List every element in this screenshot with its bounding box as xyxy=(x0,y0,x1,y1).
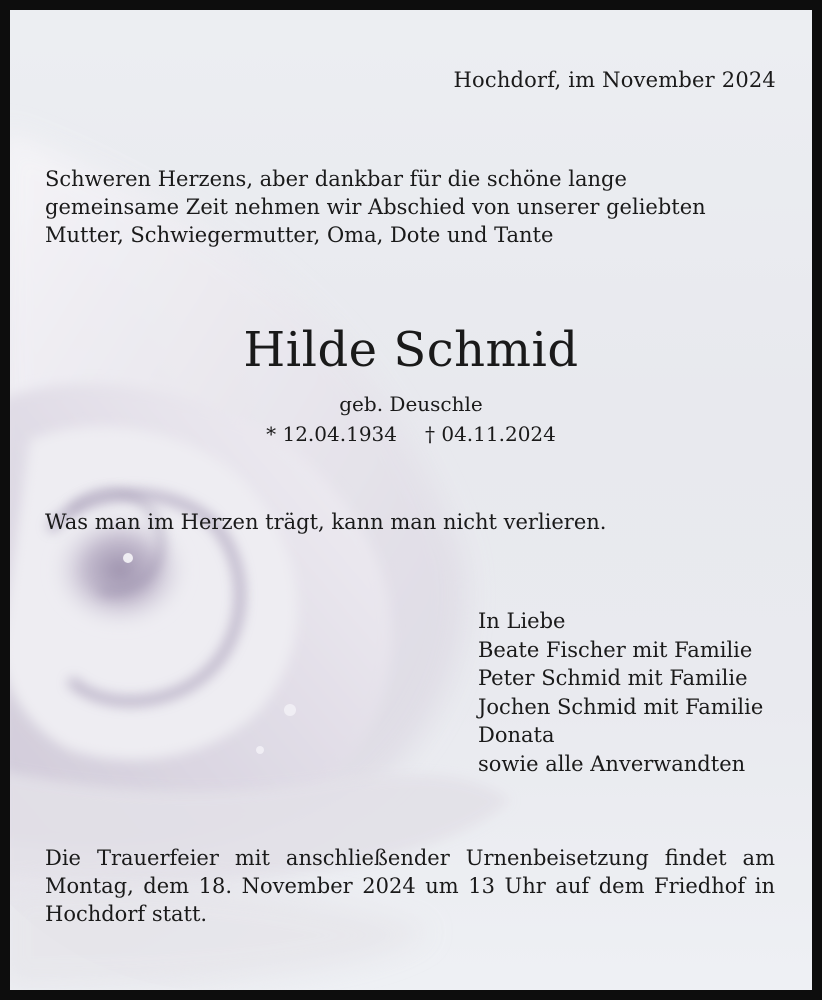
text-layer xyxy=(10,10,812,990)
maiden-name: geb. Deuschle xyxy=(339,392,483,416)
signer-line: Beate Fischer mit Familie xyxy=(478,637,753,662)
signer-line: In Liebe xyxy=(478,609,566,633)
signer-line: Donata xyxy=(478,723,555,747)
funeral-notice xyxy=(45,844,775,928)
signers-list xyxy=(478,607,763,778)
signer-line: sowie alle Anverwandten xyxy=(478,751,746,776)
funeral-line: Die Trauerfeier mit anschließender Urnenbeisetzung findet am xyxy=(45,846,775,870)
place-date: Hochdorf, im November 2024 xyxy=(453,68,776,92)
intro-line: gemeinsame Zeit nehmen wir Abschied von unserer geliebten xyxy=(45,195,706,219)
memorial-quote: Was man im Herzen trägt, kann man nicht verlieren. xyxy=(45,510,607,534)
intro-text xyxy=(45,165,785,249)
intro-line: Schweren Herzens, aber dankbar für die schöne lange xyxy=(45,167,627,191)
intro-line: Mutter, Schwiegermutter, Oma, Dote und Tante xyxy=(45,223,554,247)
deceased-name: Hilde Schmid xyxy=(243,322,579,378)
birth-date: * 12.04.1934 xyxy=(266,422,397,446)
signer-line: Jochen Schmid mit Familie xyxy=(478,694,764,719)
funeral-line: Montag, dem 18. November 2024 um 13 Uhr auf dem Friedhof in xyxy=(45,874,775,898)
death-date: † 04.11.2024 xyxy=(425,422,556,446)
life-dates xyxy=(10,422,812,446)
signer-line: Peter Schmid mit Familie xyxy=(478,666,748,690)
funeral-line: Hochdorf statt. xyxy=(45,902,208,926)
